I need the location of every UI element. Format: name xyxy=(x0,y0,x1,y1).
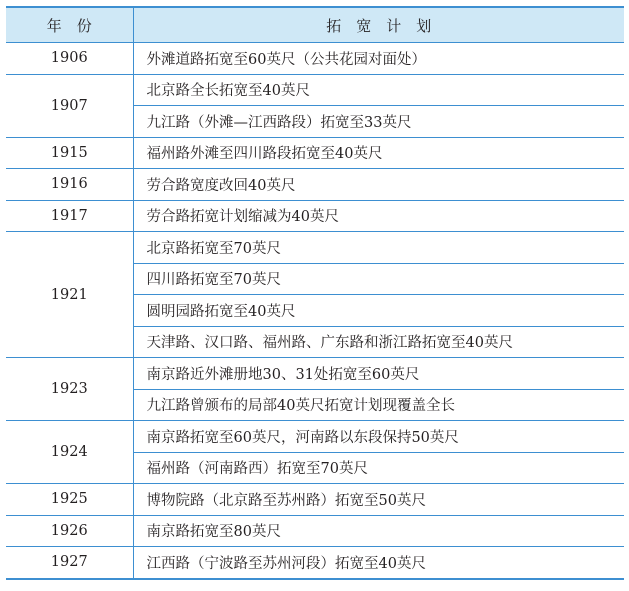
table-row xyxy=(6,484,624,516)
table-row xyxy=(6,547,624,579)
year-cell: 1917 xyxy=(6,200,133,232)
header-year: 年 份 xyxy=(6,7,133,43)
table-row xyxy=(6,358,624,390)
plan-cell: 劳合路宽度改回40英尺 xyxy=(133,169,624,201)
table-row xyxy=(6,43,624,75)
year-cell: 1921 xyxy=(6,232,133,358)
table-row xyxy=(6,232,624,264)
plan-cell: 北京路全长拓宽至40英尺 xyxy=(133,74,624,106)
year-cell: 1906 xyxy=(6,43,133,75)
year-cell: 1925 xyxy=(6,484,133,516)
plan-cell: 天津路、汉口路、福州路、广东路和浙江路拓宽至40英尺 xyxy=(133,326,624,358)
table-row xyxy=(6,515,624,547)
plan-cell: 南京路近外滩册地30、31处拓宽至60英尺 xyxy=(133,358,624,390)
table-header-row xyxy=(6,7,624,43)
table-row xyxy=(6,421,624,453)
year-cell: 1916 xyxy=(6,169,133,201)
table-row xyxy=(6,74,624,106)
year-cell: 1907 xyxy=(6,74,133,137)
plan-cell: 南京路拓宽至60英尺，河南路以东段保持50英尺 xyxy=(133,421,624,453)
year-cell: 1915 xyxy=(6,137,133,169)
year-cell: 1927 xyxy=(6,547,133,579)
table-row xyxy=(6,137,624,169)
plan-cell: 劳合路拓宽计划缩减为40英尺 xyxy=(133,200,624,232)
year-cell: 1923 xyxy=(6,358,133,421)
plan-cell: 江西路（宁波路至苏州河段）拓宽至40英尺 xyxy=(133,547,624,579)
plan-cell: 九江路曾颁布的局部40英尺拓宽计划现覆盖全长 xyxy=(133,389,624,421)
table-body xyxy=(6,43,624,579)
plan-cell: 福州路外滩至四川路段拓宽至40英尺 xyxy=(133,137,624,169)
plan-cell: 外滩道路拓宽至60英尺（公共花园对面处） xyxy=(133,43,624,75)
road-widening-table xyxy=(6,6,624,580)
year-cell: 1926 xyxy=(6,515,133,547)
year-cell: 1924 xyxy=(6,421,133,484)
plan-cell: 九江路（外滩—江西路段）拓宽至33英尺 xyxy=(133,106,624,138)
header-plan: 拓 宽 计 划 xyxy=(133,7,624,43)
plan-cell: 圆明园路拓宽至40英尺 xyxy=(133,295,624,327)
plan-cell: 福州路（河南路西）拓宽至70英尺 xyxy=(133,452,624,484)
plan-cell: 博物院路（北京路至苏州路）拓宽至50英尺 xyxy=(133,484,624,516)
plan-table-container xyxy=(6,6,624,580)
plan-cell: 四川路拓宽至70英尺 xyxy=(133,263,624,295)
table-row xyxy=(6,169,624,201)
table-row xyxy=(6,200,624,232)
plan-cell: 南京路拓宽至80英尺 xyxy=(133,515,624,547)
plan-cell: 北京路拓宽至70英尺 xyxy=(133,232,624,264)
